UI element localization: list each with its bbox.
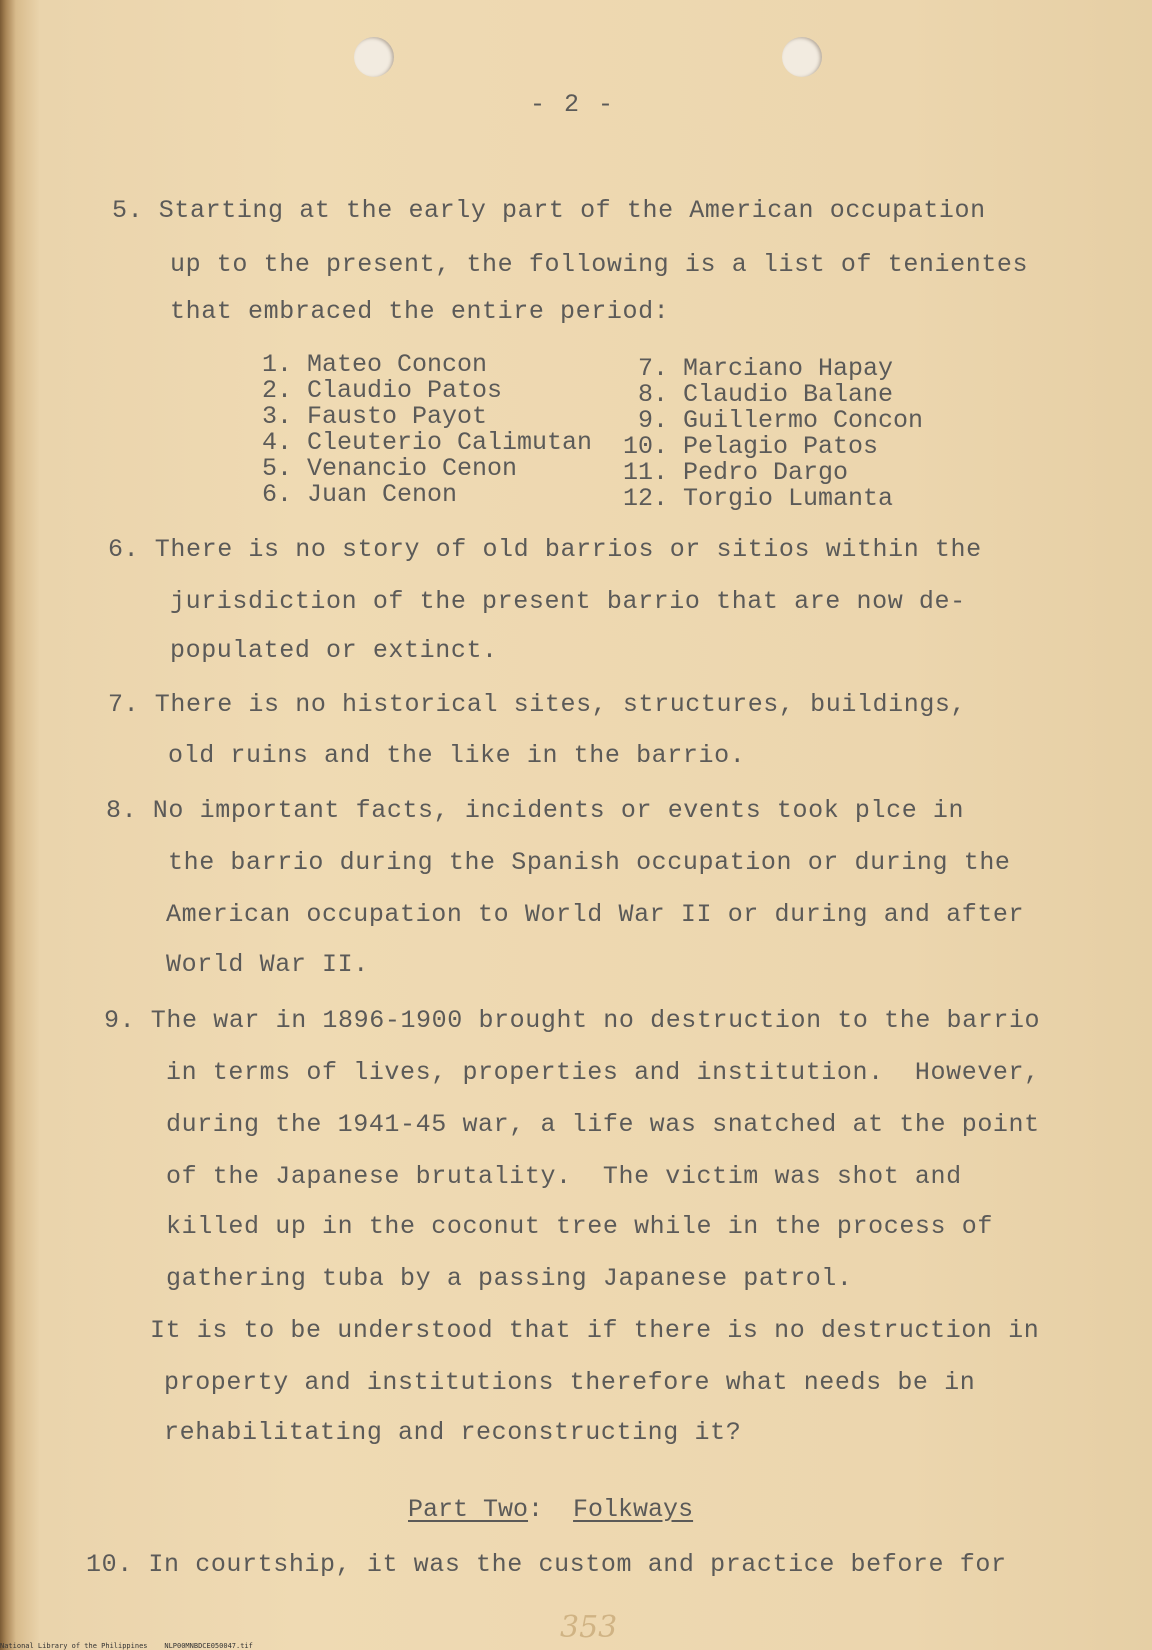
part-title: Folkways [573,1495,694,1524]
page-number: - 2 - [530,90,616,119]
archive-footer: National Library of the Philippines NLP00MNBDCE050047.tif [0,1642,253,1650]
part-separator: : [528,1495,574,1524]
page-stamp: 353 [560,1610,618,1645]
item-9-line-7: It is to be understood that if there is no destruction in [150,1316,1040,1345]
item-6-line-3: populated or extinct. [170,636,498,665]
item-5-line-2: up to the present, the following is a list of tenientes [170,250,1029,279]
item-8-line-2: the barrio during the Spanish occupation or during the [168,848,1011,877]
teniente-1: 1. Mateo Concon [262,350,488,379]
item-8-line-1: 8. No important facts, incidents or events took plce in [106,796,965,825]
item-9-line-9: rehabilitating and reconstructing it? [164,1418,742,1447]
item-9-line-4: of the Japanese brutality. The victim was shot and [166,1162,962,1191]
teniente-3: 3. Fausto Payot [262,402,488,431]
punch-hole-left [354,37,394,77]
teniente-7: 7. Marciano Hapay [638,354,894,383]
item-5-line-1: 5. Starting at the early part of the American occupation [112,196,986,225]
teniente-11: 11. Pedro Dargo [623,458,849,487]
part-two-heading [408,1495,693,1524]
teniente-12: 12. Torgio Lumanta [623,484,894,513]
item-6-line-2: jurisdiction of the present barrio that are now de- [170,587,966,616]
teniente-10: 10. Pelagio Patos [623,432,879,461]
teniente-6: 6. Juan Cenon [262,480,458,509]
teniente-4: 4. Cleuterio Calimutan [262,428,593,457]
part-label: Part Two [408,1495,529,1524]
teniente-8: 8. Claudio Balane [638,380,894,409]
item-5-line-3: that embraced the entire period: [170,297,670,326]
teniente-2: 2. Claudio Patos [262,376,503,405]
item-7-line-1: 7. There is no historical sites, structures, buildings, [108,690,967,719]
item-9-line-8: property and institutions therefore what needs be in [164,1368,976,1397]
item-9-line-3: during the 1941-45 war, a life was snatched at the point [166,1110,1040,1139]
item-6-line-1: 6. There is no story of old barrios or sitios within the [108,535,982,564]
item-8-line-4: World War II. [166,950,369,979]
punch-hole-right [782,37,822,77]
item-7-line-2: old ruins and the like in the barrio. [168,741,746,770]
item-9-line-6: gathering tuba by a passing Japanese patrol. [166,1264,853,1293]
item-9-line-5: killed up in the coconut tree while in the process of [166,1212,993,1241]
teniente-9: 9. Guillermo Concon [638,406,924,435]
item-9-line-2: in terms of lives, properties and institution. However, [166,1058,1040,1087]
item-8-line-3: American occupation to World War II or during and after [166,900,1025,929]
teniente-5: 5. Venancio Cenon [262,454,518,483]
item-9-line-1: 9. The war in 1896-1900 brought no destruction to the barrio [104,1006,1041,1035]
item-10-line-1: 10. In courtship, it was the custom and practice before for [86,1550,1007,1579]
